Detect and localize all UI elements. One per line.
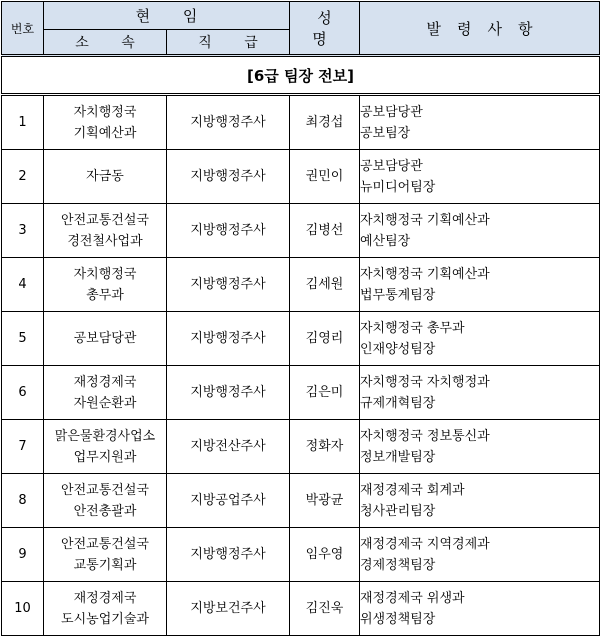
row-number: 2 — [2, 150, 44, 204]
row-name: 김은미 — [290, 366, 360, 420]
appointment-line: 예산팀장 — [360, 233, 411, 249]
table-row — [2, 312, 600, 366]
row-department — [44, 312, 167, 366]
table-row — [2, 95, 600, 150]
row-department — [44, 582, 167, 636]
row-grade: 지방행정주사 — [167, 150, 290, 204]
table-row — [2, 528, 600, 582]
appointment-line: 정보개발팀장 — [360, 449, 436, 465]
table-row — [2, 582, 600, 636]
row-department — [44, 258, 167, 312]
header-department: 소 속 — [44, 30, 167, 56]
row-department — [44, 204, 167, 258]
department-line: 공보담당관 — [73, 331, 137, 346]
row-department — [44, 366, 167, 420]
row-appointment — [360, 312, 600, 366]
table-row — [2, 420, 600, 474]
appointment-line: 재정경제국 회계과 — [360, 482, 465, 498]
row-number: 8 — [2, 474, 44, 528]
row-name: 권민이 — [290, 150, 360, 204]
row-appointment — [360, 528, 600, 582]
table-row — [2, 366, 600, 420]
row-grade: 지방행정주사 — [167, 204, 290, 258]
row-appointment — [360, 420, 600, 474]
department-line: 도시농업기술과 — [61, 611, 149, 627]
row-grade: 지방보건주사 — [167, 582, 290, 636]
appointment-line: 재정경제국 지역경제과 — [360, 536, 490, 552]
row-appointment — [360, 366, 600, 420]
row-appointment — [360, 474, 600, 528]
header-appointment: 발령사항 — [360, 2, 600, 56]
appointment-line: 경제정책팀장 — [360, 557, 436, 573]
row-grade: 지방행정주사 — [167, 95, 290, 150]
appointment-line: 청사관리팀장 — [360, 503, 436, 519]
header-number: 번호 — [2, 2, 44, 56]
appointment-line: 인재양성팀장 — [360, 341, 436, 357]
department-line: 재정경제국 — [73, 374, 137, 390]
row-grade: 지방행정주사 — [167, 528, 290, 582]
row-grade: 지방전산주사 — [167, 420, 290, 474]
personnel-table — [1, 1, 600, 636]
row-name: 김세원 — [290, 258, 360, 312]
appointment-line: 자치행정국 기획예산과 — [360, 266, 490, 282]
department-line: 자원순환과 — [73, 395, 137, 411]
row-appointment — [360, 150, 600, 204]
row-number: 1 — [2, 95, 44, 150]
appointment-line: 위생정책팀장 — [360, 611, 436, 627]
department-line: 안전총괄과 — [73, 503, 137, 519]
table-row — [2, 204, 600, 258]
header-name: 성 명 — [290, 2, 360, 56]
department-line: 맑은물환경사업소 — [54, 428, 156, 444]
department-line: 재정경제국 — [73, 590, 137, 606]
row-grade: 지방공업주사 — [167, 474, 290, 528]
department-line: 교통기획과 — [73, 557, 137, 573]
department-line: 업무지원과 — [73, 449, 137, 465]
row-appointment — [360, 582, 600, 636]
header-row-top — [2, 2, 600, 30]
appointment-line: 규제개혁팀장 — [360, 395, 436, 411]
row-name: 박광균 — [290, 474, 360, 528]
department-line: 자치행정국 — [73, 104, 137, 120]
appointment-line: 자치행정국 자치행정과 — [360, 374, 490, 390]
appointment-line: 공보담당관 — [360, 158, 423, 174]
section-row — [2, 56, 600, 95]
header-grade: 직 급 — [167, 30, 290, 56]
appointment-line: 공보담당관 — [360, 104, 423, 120]
department-line: 자치행정국 — [73, 266, 137, 282]
row-number: 10 — [2, 582, 44, 636]
section-title: [6급 팀장 전보] — [2, 56, 600, 95]
department-line: 안전교통건설국 — [61, 212, 149, 228]
table-row — [2, 258, 600, 312]
row-name: 김진욱 — [290, 582, 360, 636]
row-department — [44, 150, 167, 204]
row-grade: 지방행정주사 — [167, 312, 290, 366]
row-name: 최경섭 — [290, 95, 360, 150]
row-number: 5 — [2, 312, 44, 366]
department-line: 총무과 — [86, 287, 124, 303]
appointment-line: 법무통계팀장 — [360, 287, 436, 303]
appointment-line: 재정경제국 위생과 — [360, 590, 465, 606]
row-appointment — [360, 95, 600, 150]
row-name: 임우영 — [290, 528, 360, 582]
appointment-line: 뉴미디어팀장 — [360, 179, 436, 195]
row-name: 정화자 — [290, 420, 360, 474]
department-line: 자금동 — [86, 169, 124, 184]
row-number: 6 — [2, 366, 44, 420]
row-appointment — [360, 204, 600, 258]
table-row — [2, 474, 600, 528]
row-number: 3 — [2, 204, 44, 258]
row-department — [44, 528, 167, 582]
department-line: 경전철사업과 — [67, 233, 143, 249]
department-line: 안전교통건설국 — [61, 482, 149, 498]
row-number: 7 — [2, 420, 44, 474]
row-number: 4 — [2, 258, 44, 312]
row-grade: 지방행정주사 — [167, 366, 290, 420]
row-department — [44, 474, 167, 528]
appointment-line: 자치행정국 정보통신과 — [360, 428, 490, 444]
department-line: 기획예산과 — [73, 125, 137, 141]
row-appointment — [360, 258, 600, 312]
row-number: 9 — [2, 528, 44, 582]
row-grade: 지방행정주사 — [167, 258, 290, 312]
row-name: 김영리 — [290, 312, 360, 366]
appointment-line: 자치행정국 총무과 — [360, 320, 465, 336]
appointment-line: 자치행정국 기획예산과 — [360, 212, 490, 228]
row-department — [44, 420, 167, 474]
table-row — [2, 150, 600, 204]
row-name: 김병선 — [290, 204, 360, 258]
appointment-line: 공보팀장 — [360, 125, 411, 141]
row-department — [44, 95, 167, 150]
header-current-position: 현 임 — [44, 2, 290, 30]
department-line: 안전교통건설국 — [61, 536, 149, 552]
